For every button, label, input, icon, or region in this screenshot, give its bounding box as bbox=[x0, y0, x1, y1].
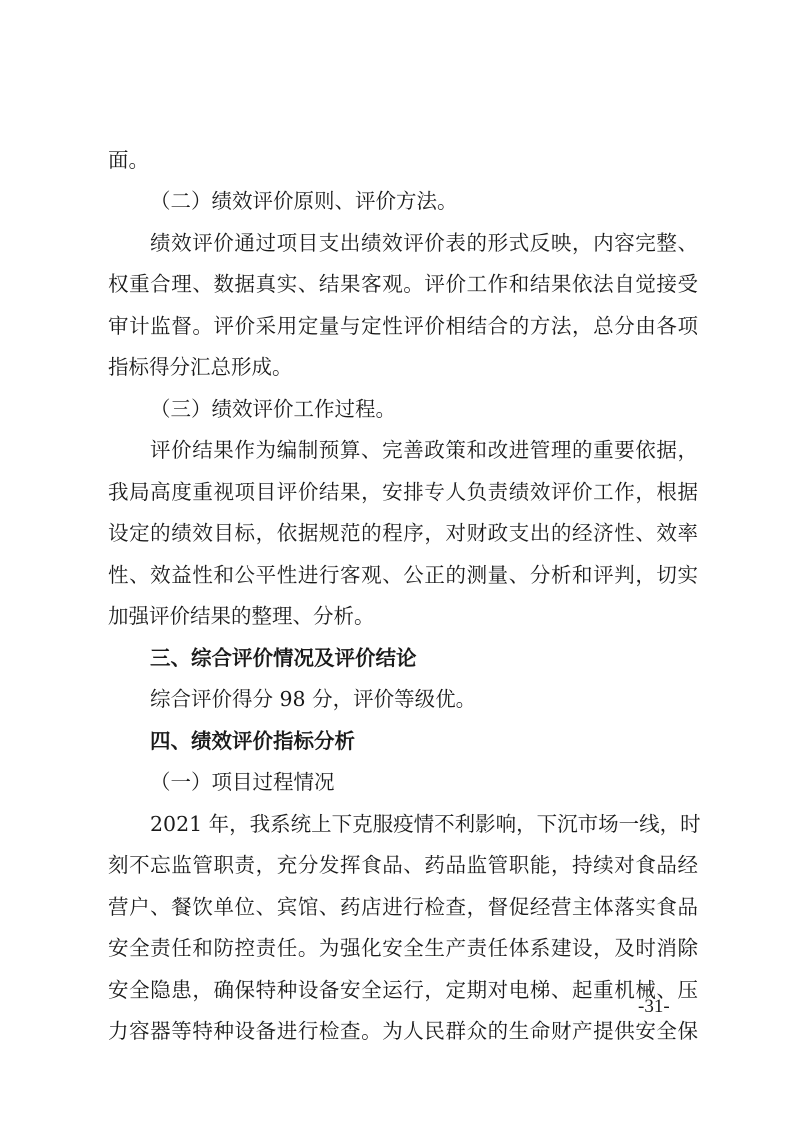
paragraph-line: 评价结果作为编制预算、完善政策和改进管理的重要依据， bbox=[150, 438, 698, 462]
paragraph-line-continuation: 面。 bbox=[108, 148, 149, 172]
section-heading-evaluation-conclusion: 三、综合评价情况及评价结论 bbox=[150, 646, 417, 670]
paragraph-line: 我局高度重视项目评价结果，安排专人负责绩效评价工作，根据 bbox=[108, 480, 698, 504]
section-heading-indicator-analysis: 四、绩效评价指标分析 bbox=[150, 729, 355, 753]
paragraph-line: 绩效评价通过项目支出绩效评价表的形式反映，内容完整、 bbox=[150, 231, 698, 255]
paragraph-line: 综合评价得分 98 分，评价等级优。 bbox=[150, 687, 477, 711]
paragraph-line: 刻不忘监管职责，充分发挥食品、药品监管职能，持续对食品经 bbox=[108, 853, 698, 877]
paragraph-line: 安全责任和防控责任。为强化安全生产责任体系建设，及时消除 bbox=[108, 936, 698, 960]
paragraph-line: 营户、餐饮单位、宾馆、药店进行检查，督促经营主体落实食品 bbox=[108, 895, 698, 919]
page-number: -31- bbox=[638, 996, 670, 1017]
subheading-principles-methods: （二）绩效评价原则、评价方法。 bbox=[150, 189, 458, 213]
paragraph-line: 审计监督。评价采用定量与定性评价相结合的方法，总分由各项 bbox=[108, 314, 698, 338]
subheading-project-process: （一）项目过程情况 bbox=[150, 770, 335, 794]
paragraph-line: 力容器等特种设备进行检查。为人民群众的生命财产提供安全保 bbox=[108, 1019, 698, 1043]
paragraph-line: 2021 年，我系统上下克服疫情不利影响，下沉市场一线，时 bbox=[150, 812, 701, 836]
subheading-work-process: （三）绩效评价工作过程。 bbox=[150, 397, 396, 421]
paragraph-line: 性、效益性和公平性进行客观、公正的测量、分析和评判，切实 bbox=[108, 563, 698, 587]
paragraph-line: 设定的绩效目标，依据规范的程序，对财政支出的经济性、效率 bbox=[108, 521, 698, 545]
paragraph-line: 权重合理、数据真实、结果客观。评价工作和结果依法自觉接受 bbox=[108, 272, 698, 296]
paragraph-line: 指标得分汇总形成。 bbox=[108, 355, 293, 379]
paragraph-line: 安全隐患，确保特种设备安全运行，定期对电梯、起重机械、压 bbox=[108, 978, 698, 1002]
paragraph-line: 加强评价结果的整理、分析。 bbox=[108, 604, 375, 628]
